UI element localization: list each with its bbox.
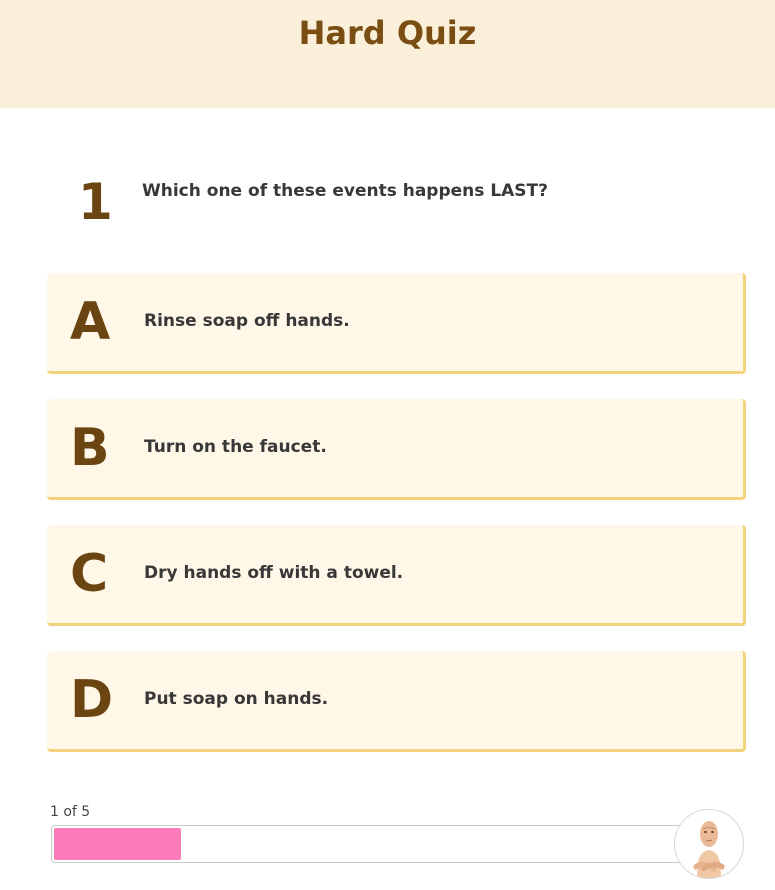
answer-text: Dry hands off with a towel. [144,563,404,583]
progress-label: 1 of 5 [50,804,91,820]
answer-option-c[interactable] [47,525,746,626]
answer-text: Rinse soap off hands. [144,311,350,331]
question-text: Which one of these events happens LAST? [142,181,549,201]
progress-bar-fill [54,828,181,860]
answer-option-d[interactable] [47,651,746,752]
answer-letter: C [70,544,109,604]
answer-letter: D [70,670,114,730]
answer-text: Turn on the faucet. [144,437,327,457]
answer-letter: B [70,418,110,478]
answer-letter: A [70,292,111,352]
mascot-figure [675,810,743,878]
page-title: Hard Quiz [298,14,477,52]
mascot-avatar-icon[interactable] [674,809,744,879]
quiz-header [0,0,775,108]
answer-text: Put soap on hands. [144,689,329,709]
answer-option-a[interactable] [47,273,746,374]
answer-option-b[interactable] [47,399,746,500]
progress-bar [51,825,691,863]
question-number: 1 [78,173,113,231]
